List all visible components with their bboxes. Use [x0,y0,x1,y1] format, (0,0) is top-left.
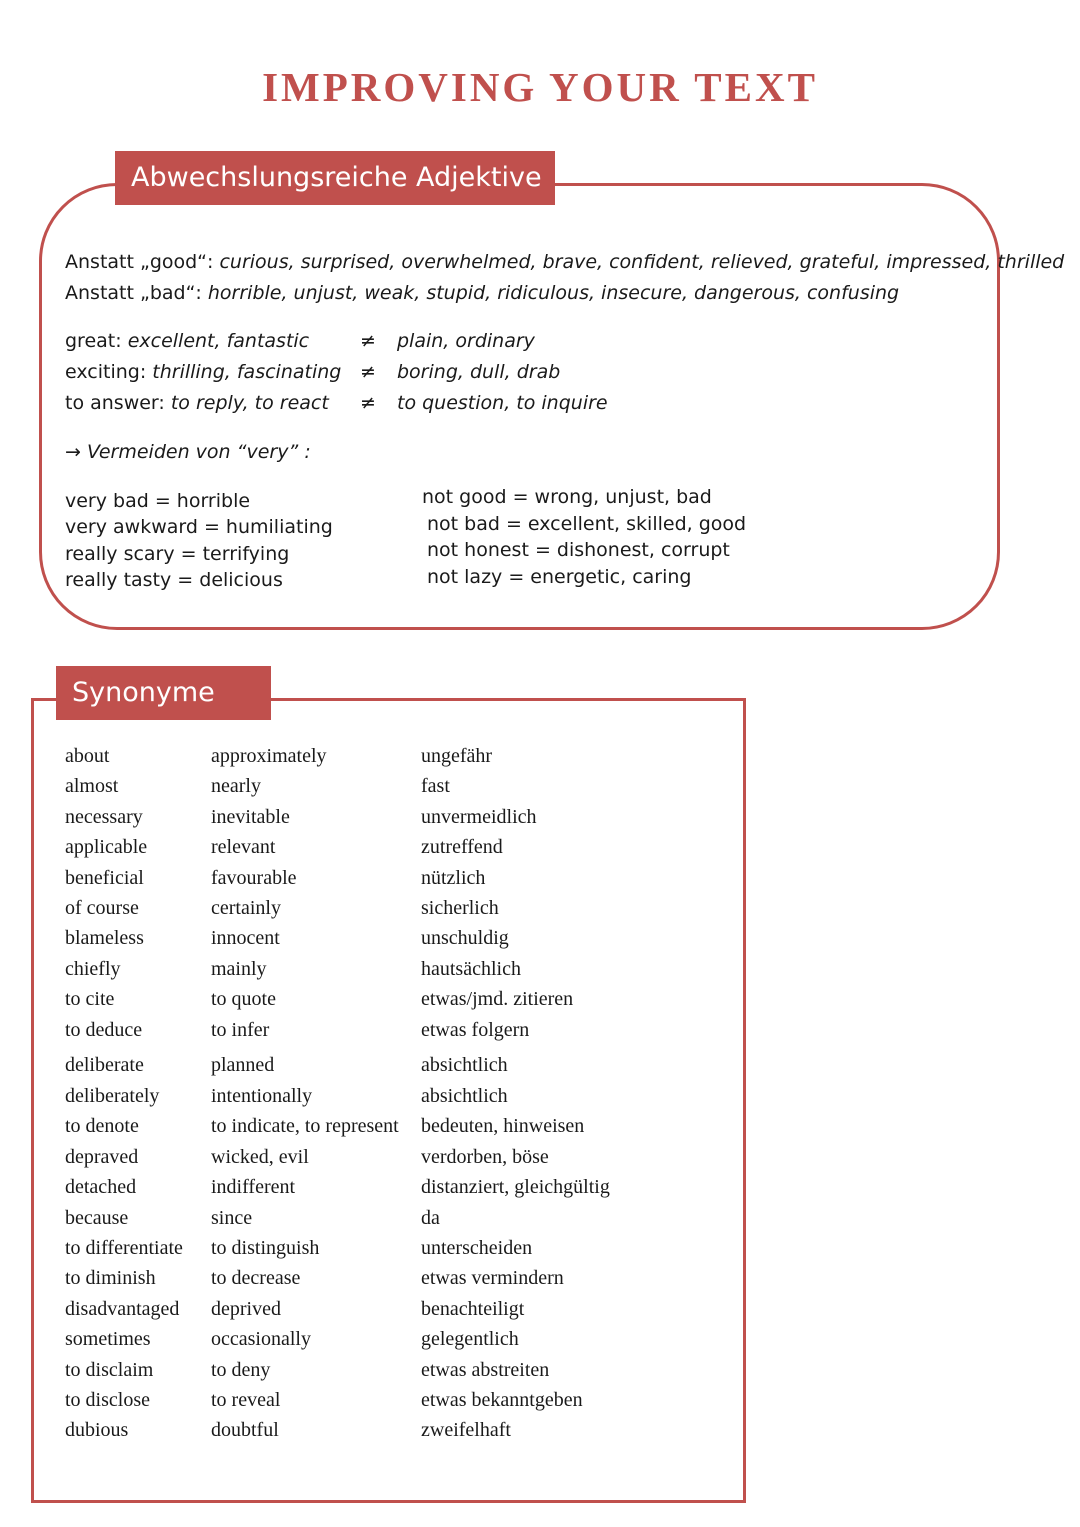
synonym-alternative: planned [211,1054,275,1076]
synonym-word: to deduce [65,1019,143,1041]
synonym-word: deliberate [65,1054,144,1076]
instead-bad-line [65,280,899,306]
synonym-german: etwas abstreiten [421,1359,550,1381]
synonym-alternative: mainly [211,958,267,980]
adjectives-heading: Abwechslungsreiche Adjektive [115,151,555,205]
synonym-alternative: to distinguish [211,1237,320,1259]
avoid-very-text: → Vermeiden von “very” : [65,441,311,463]
opposite-row [65,359,341,385]
page-title: IMPROVING YOUR TEXT [262,64,818,110]
synonym-german: gelegentlich [421,1328,519,1350]
synonym-german: zweifelhaft [421,1419,511,1441]
synonym-german: unterscheiden [421,1237,533,1259]
not-item: not honest = dishonest, corrupt [427,539,730,561]
synonym-alternative: nearly [211,775,261,797]
synonym-alternative: indifferent [211,1176,296,1198]
synonym-word: dubious [65,1419,129,1441]
synonym-alternative: approximately [211,745,327,767]
synonym-alternative: certainly [211,897,281,919]
synonym-word: to diminish [65,1267,156,1289]
synonym-alternative: relevant [211,836,276,858]
not-item: not lazy = energetic, caring [427,566,692,588]
synonym-word: deliberately [65,1085,160,1107]
synonym-alternative: to infer [211,1019,270,1041]
very-item: really tasty = delicious [65,569,283,591]
opposite-antonyms-text: to question, to inquire [397,392,608,414]
synonym-german: hautsächlich [421,958,521,980]
opposite-antonyms [397,328,535,354]
opposite-antonyms [397,390,608,416]
opposite-synonyms: excellent, fantastic [127,330,310,352]
synonym-german: bedeuten, hinweisen [421,1115,585,1137]
synonym-word: of course [65,897,139,919]
synonym-german: verdorben, böse [421,1146,549,1168]
synonym-german: sicherlich [421,897,499,919]
synonym-german: distanziert, gleichgültig [421,1176,610,1198]
synonym-alternative: inevitable [211,806,290,828]
avoid-very-note [65,439,311,465]
instead-bad-prefix: Anstatt „bad“: [65,282,208,304]
synonym-word: applicable [65,836,148,858]
not-equal-icon: ≠ [360,361,376,383]
synonym-alternative: occasionally [211,1328,311,1350]
synonym-word: beneficial [65,867,144,889]
synonym-word: depraved [65,1146,139,1168]
instead-bad-words: horrible, unjust, weak, stupid, ridiculous, insecure, dangerous, confusing [207,282,900,304]
synonym-word: to disclaim [65,1359,154,1381]
synonym-alternative: to reveal [211,1389,281,1411]
synonym-word: to differentiate [65,1237,183,1259]
not-equal-icon: ≠ [360,330,376,352]
synonym-alternative: to deny [211,1359,271,1381]
synonym-alternative: to quote [211,988,276,1010]
synonym-word: necessary [65,806,143,828]
synonym-german: etwas/jmd. zitieren [421,988,574,1010]
synonym-word: detached [65,1176,137,1198]
instead-good-prefix: Anstatt „good“: [65,251,220,273]
synonym-alternative: wicked, evil [211,1146,309,1168]
synonym-german: unvermeidlich [421,806,537,828]
synonyms-heading: Synonyme [56,666,271,720]
opposite-row [65,328,309,354]
synonym-word: blameless [65,927,144,949]
opposite-word: to answer: [65,392,171,414]
opposite-row [65,390,329,416]
very-item: very bad = horrible [65,490,251,512]
instead-good-words: curious, surprised, overwhelmed, brave, confident, relieved, grateful, impressed, thrilled [219,251,1065,273]
synonym-german: ungefähr [421,745,493,767]
not-equal-icon: ≠ [360,392,376,414]
synonym-word: to cite [65,988,115,1010]
very-item: very awkward = humiliating [65,516,333,538]
not-item: not good = wrong, unjust, bad [422,486,712,508]
synonym-german: benachteiligt [421,1298,525,1320]
opposite-synonyms: to reply, to react [170,392,329,414]
synonym-alternative: since [211,1207,253,1229]
synonym-word: disadvantaged [65,1298,180,1320]
synonym-word: to disclose [65,1389,150,1411]
opposite-synonyms: thrilling, fascinating [152,361,342,383]
opposite-antonyms-text: plain, ordinary [397,330,535,352]
opposite-word: exciting: [65,361,153,383]
synonym-alternative: intentionally [211,1085,313,1107]
synonym-alternative: to decrease [211,1267,301,1289]
synonym-german: zutreffend [421,836,503,858]
synonym-german: unschuldig [421,927,509,949]
synonym-german: nützlich [421,867,486,889]
synonym-german: etwas bekanntgeben [421,1389,583,1411]
instead-good-line [65,249,1064,275]
synonym-german: da [421,1207,440,1229]
synonym-german: etwas folgern [421,1019,530,1041]
synonym-german: etwas vermindern [421,1267,564,1289]
opposite-word: great: [65,330,128,352]
synonym-word: because [65,1207,129,1229]
synonym-alternative: deprived [211,1298,281,1320]
synonym-word: about [65,745,110,767]
not-item: not bad = excellent, skilled, good [427,513,747,535]
synonym-german: fast [421,775,450,797]
synonym-word: sometimes [65,1328,151,1350]
synonym-alternative: favourable [211,867,297,889]
synonym-word: chiefly [65,958,121,980]
synonym-alternative: to indicate, to represent [211,1115,399,1137]
opposite-antonyms-text: boring, dull, drab [397,361,561,383]
opposite-antonyms [397,359,560,385]
synonym-word: to denote [65,1115,139,1137]
synonym-word: almost [65,775,119,797]
synonym-alternative: doubtful [211,1419,279,1441]
synonym-german: absichtlich [421,1085,508,1107]
synonym-german: absichtlich [421,1054,508,1076]
very-item: really scary = terrifying [65,543,290,565]
synonym-alternative: innocent [211,927,280,949]
